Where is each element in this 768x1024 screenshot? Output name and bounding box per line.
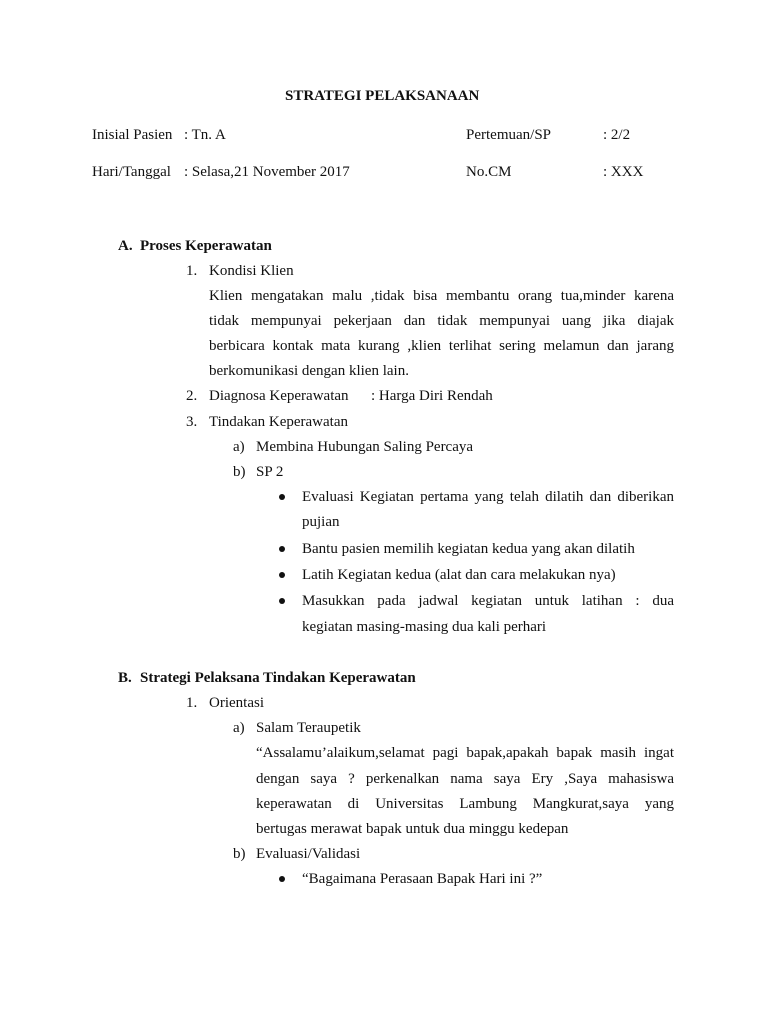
item-number: 2. [186, 388, 198, 404]
salam-line: “Assalamu’alaikum,selamat pagi bapak,apakah bapak masih ingat [256, 745, 674, 761]
document-title: STRATEGI PELAKSANAAN [285, 88, 480, 104]
bullet-text: Evaluasi Kegiatan pertama yang telah dilatih dan diberikan [302, 489, 674, 505]
nocm-label: No.CM [466, 164, 512, 180]
kondisi-line: berkomunikasi dengan klien lain. [209, 363, 409, 379]
bullet-text: Bantu pasien memilih kegiatan kedua yang akan dilatih [302, 541, 635, 557]
inisial-pasien-value: : Tn. A [184, 127, 226, 143]
section-a-title: Proses Keperawatan [140, 238, 272, 254]
bullet-icon [279, 876, 285, 882]
bullet-text: Latih Kegiatan kedua (alat dan cara melakukan nya) [302, 567, 616, 583]
bullet-icon [279, 494, 285, 500]
hari-tanggal-value: : Selasa,21 November 2017 [184, 164, 350, 180]
inisial-pasien-label: Inisial Pasien [92, 127, 173, 143]
bullet-icon [279, 546, 285, 552]
pertemuan-value: : 2/2 [603, 127, 631, 143]
item-number: 3. [186, 414, 198, 430]
sub-item-text: SP 2 [256, 464, 284, 480]
diagnosa-value: : Harga Diri Rendah [371, 388, 493, 404]
section-a-label: A. [118, 238, 133, 254]
orientasi-heading: Orientasi [209, 695, 264, 711]
sub-label: a) [233, 720, 245, 736]
item-number: 1. [186, 695, 198, 711]
pertemuan-label: Pertemuan/SP [466, 127, 551, 143]
salam-line: bertugas merawat bapak untuk dua minggu kedepan [256, 821, 569, 837]
sub-label: b) [233, 846, 246, 862]
sub-label: b) [233, 464, 246, 480]
kondisi-line: tidak mempunyai pekerjaan dan tidak mempunyai uang jika diajak [209, 313, 674, 329]
sub-item-text: Evaluasi/Validasi [256, 846, 361, 862]
bullet-text: pujian [302, 514, 340, 530]
nocm-value: : XXX [603, 164, 644, 180]
hari-tanggal-label: Hari/Tanggal [92, 164, 171, 180]
section-b-label: B. [118, 670, 132, 686]
sub-item-text: Membina Hubungan Saling Percaya [256, 439, 474, 455]
tindakan-heading: Tindakan Keperawatan [209, 414, 348, 430]
section-b-title: Strategi Pelaksana Tindakan Keperawatan [140, 670, 416, 686]
sub-label: a) [233, 439, 245, 455]
salam-line: keperawatan di Universitas Lambung Mangkurat,saya yang [256, 796, 674, 812]
kondisi-klien-heading: Kondisi Klien [209, 263, 294, 279]
item-number: 1. [186, 263, 198, 279]
kondisi-line: berbicara kontak mata kurang ,klien terlihat sering melamun dan jarang [209, 338, 674, 354]
sub-item-text: Salam Teraupetik [256, 720, 361, 736]
bullet-icon [279, 598, 285, 604]
bullet-text: kegiatan masing-masing dua kali perhari [302, 619, 547, 635]
bullet-icon [279, 572, 285, 578]
bullet-text: “Bagaimana Perasaan Bapak Hari ini ?” [302, 871, 543, 887]
bullet-text: Masukkan pada jadwal kegiatan untuk latihan : dua [302, 593, 674, 609]
salam-line: dengan saya ? perkenalkan nama saya Ery ,Saya mahasiswa [256, 771, 674, 787]
kondisi-line: Klien mengatakan malu ,tidak bisa membantu orang tua,minder karena [209, 288, 674, 304]
diagnosa-heading: Diagnosa Keperawatan [209, 388, 349, 404]
